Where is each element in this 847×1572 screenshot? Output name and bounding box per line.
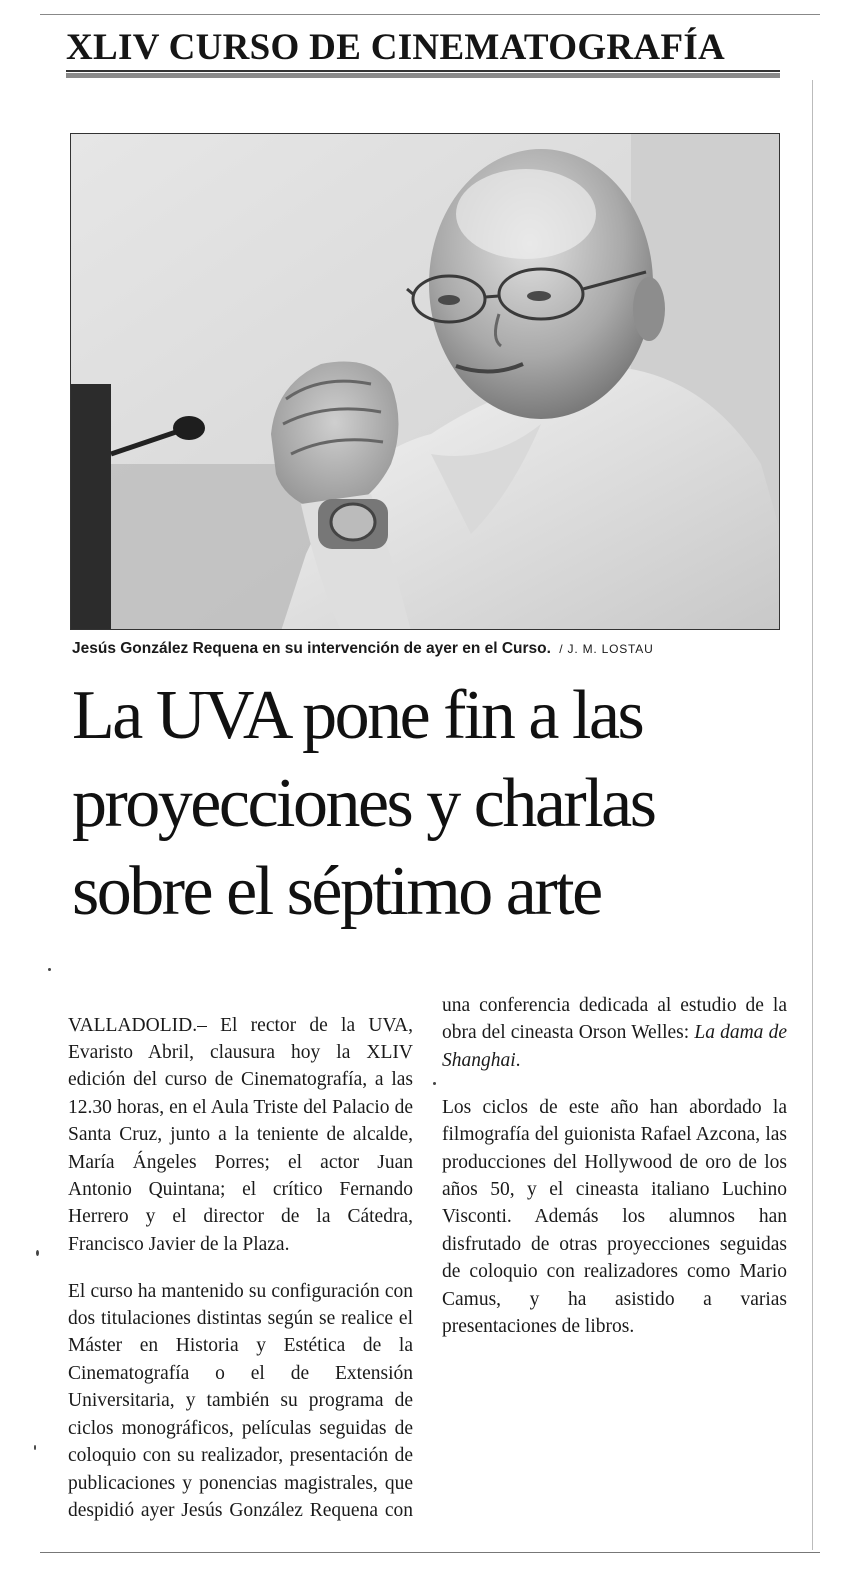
caption-text: Jesús González Requena en su intervención de ayer en el Curso. <box>72 640 551 657</box>
page-margin-line <box>812 80 813 1550</box>
headline <box>72 672 792 936</box>
paragraph-3-text: Los ciclos de este año han abordado la filmografía del guionista Rafael Azcona, las producciones del Hollywood de oro de los años 50, y el cineasta italiano Luchino Visconti. Además los alumnos han disfrutado de otras proyecciones seguidas de coloquio con realizadores como Mario Camus, y ha asistido a varias presentaciones de libros. <box>442 1096 787 1337</box>
photo-credit: / J. M. LOSTAU <box>559 642 654 656</box>
photo-illustration <box>71 134 780 630</box>
section-rule-bar <box>66 73 780 78</box>
photo-caption <box>72 640 782 658</box>
section-rule <box>66 70 780 72</box>
article-body <box>68 992 787 1532</box>
article-photo <box>70 133 780 630</box>
paragraph-2-end: . <box>515 1049 521 1071</box>
headline-line-3: sobre el séptimo arte <box>72 853 601 930</box>
section-title: XLIV CURSO DE CINEMATOGRAFÍA <box>66 27 726 68</box>
scan-speck <box>36 1250 39 1256</box>
headline-line-1: La UVA pone fin a las <box>72 677 643 754</box>
paragraph-1-text: El rector de la UVA, Evaristo Abril, clausura hoy la XLIV edición del curso de Cinematografía, a las 12.30 horas, en el Aula Triste del Palacio de Santa Cruz, junto a la teniente de alcalde, María Ángeles Porres; el actor Juan Antonio Quintana; el crítico Fernando Herrero y el director de la Cátedra, Francisco Javier de la Plaza. <box>68 1014 413 1255</box>
scan-speck <box>48 968 51 971</box>
dateline: VALLADOLID.– <box>68 1014 207 1036</box>
headline-line-2: proyecciones y charlas <box>72 765 655 842</box>
page-top-rule <box>40 14 820 15</box>
paragraph-1 <box>68 1012 413 1259</box>
scan-speck <box>34 1445 36 1450</box>
film-title: La dama de Shanghai <box>442 1022 787 1071</box>
paragraph-2-text: El curso ha mantenido su configuración con dos titulaciones distintas según se realice el Máster en Historia y Estética de la Cinematografía o el de Extensión Universitaria, y también su programa de ciclos monográficos, películas seguidas de coloquio con su realizador, presentación de publicaciones y ponencias magistrales, que despidió ayer Jesús González Requena con una conferencia dedicada al estudio de la obra del cineasta Orson Welles: <box>68 995 787 1521</box>
page-bottom-rule <box>40 1552 820 1553</box>
paragraph-3 <box>442 1094 787 1341</box>
